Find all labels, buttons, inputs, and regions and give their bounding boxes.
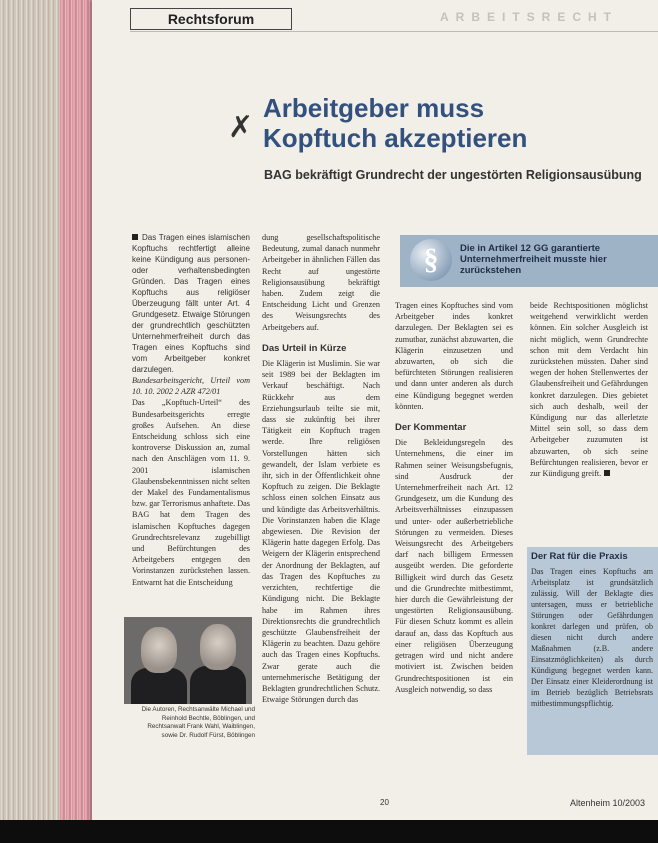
col2-body: dung gesellschaftspolitische Bedeutung, zumal danach nunmehr Arbeitgeber in ähnlichen Fällen das Recht auf ungestörte Religionsausübung bekräftigt haben. Zudem zeigt die Entscheidung Licht und Grenzen des Weisungsrechts des Arbeitgebers auf. bbox=[262, 233, 380, 332]
paragraph-symbol-icon: § bbox=[410, 239, 452, 281]
column-1 bbox=[132, 232, 250, 588]
col3-body: Tragen eines Kopftuches sind vom Arbeitgeber indes konkret darzulegen. Der Beklagten sei es zumutbar, zunächst abzuwarten, die Klägerin einzusetzen und abzuwarten, ob sich die befürchteten Störungen realisieren und dann unter anderen als durch eine Kündigung begegnet werden könnten. bbox=[395, 301, 513, 411]
col3-kommentar-text: Die Bekleidungsregeln des Unternehmens, die einer im Rahmen seiner Weisungsbefugnis, sind Ausdruck der Unternehmerfreiheit nach Art. 12 Grundgesetz, um die Kundung des Arbeitsverhältnisses einzupassen und unter- oder außerbetriebliche Störungen zu vermeiden. Dieses Weisungsrecht des Arbeitgebers darf nach billigem Ermessen ausgeübt werden. Die geforderte Billigkeit wird durch das Gesetz und die Grundrechte mitbestimmt, hier durch die Gewährleistung der ungestörten Religionsausübung. Für diesen Schutz kommt es allein darauf an, dass das Kopftuch aus einer religiösen Überzeugung getragen wird und nicht andere motiviert ist. Zwischen beiden Grundrechtspositionen ist ein Ausgleich notwendig, so dass bbox=[395, 438, 513, 694]
author-2-figure bbox=[190, 666, 246, 704]
section-label: Rechtsforum bbox=[130, 8, 292, 30]
title-line-1: Arbeitgeber muss bbox=[263, 93, 485, 123]
article-title bbox=[263, 93, 527, 153]
col2-urteil-text: Die Klägerin ist Muslimin. Sie war seit 1989 bei der Beklagten im Verkauf beschäftigt. Nach Rückkehr aus dem Erziehungsurlaub teilte sie mit, dass sie zukünftig bei ihrer Tätigkeit ein Kopftuch tragen werde. Ihre religiösen Vorstellungen hätten sich gewandelt, der Islam verbiete es ihr, sich in der Öffentlichkeit ohne Kopftuch zu zeigen. Die Beklagte schloss einen solchen Einsatz aus und kündigte das Arbeitsverhältnis. Die Vorinstanzen haben die Klage abgewiesen. Die Revision der Klägerin hatte dagegen Erfolg. Das Weigern der Klägerin entsprechend der Anordnung der Beklagten, auf das Tragen des Kopftuches zu verzichten, rechtfertige die Kündigung nicht. Die Beklagte habe im Rahmen ihres Direktionsrechts die grundrechtlich geschützte Glaubensfreiheit der Klägerin zu beachten. Dazu gehöre auch das Tragen eines Kopftuchs. Zwar gerate auch die unternehmerische Betätigung der Beklagten grundrechtlichen Schutz. Etwaige Störungen durch das bbox=[262, 359, 380, 705]
author-2-face bbox=[200, 624, 236, 670]
header-rule bbox=[130, 31, 658, 32]
pullquote-text: Die in Artikel 12 GG garantierte Unternehmerfreiheit musste hier zurückstehen bbox=[460, 243, 607, 276]
author-1-face bbox=[141, 627, 177, 673]
author-1-figure bbox=[131, 668, 187, 704]
background-surface bbox=[0, 820, 658, 843]
column-2 bbox=[262, 232, 380, 705]
lead-text: Das Tragen eines islamischen Kopftuchs rechtfertigt alleine keine Kündigung aus personen- oder verhaltensbedingten Gründen. Das Tragen eines Kopftuchs aus religiöser Überzeugung fällt unter Art. 4 Grundgesetz. Etwaige Störungen der grundrechtlich geschützten Unternehmerfreiheit durch das Tragen eines Kopftuchs sind vom Arbeitgeber konkret darzulegen. bbox=[132, 233, 250, 374]
page-number: 20 bbox=[380, 798, 389, 807]
handwritten-mark-icon: ✗ bbox=[228, 111, 254, 144]
practice-tip-text: Das Tragen eines Kopftuchs am Arbeitsplatz ist grundsätzlich zulässig. Will der Beklagte dies untersagen, muss er betriebliche Störungen oder Gefährdungen konkret darlegen und prüfen, ob diesen nicht durch andere Maßnahmen (z.B. andere Einsatzmöglichkeiten) als durch Kündigung begegnet werden kann. Der Einsatz einer Kleiderordnung ist im Betrieb bezüglich Betriebsrats mitbestimmungspflichtig. bbox=[531, 567, 653, 708]
article-subtitle: BAG bekräftigt Grundrecht der ungestörten Religionsausübung bbox=[264, 168, 642, 182]
subheading-urteil: Das Urteil in Kürze bbox=[262, 342, 347, 354]
lead-paragraph bbox=[132, 232, 250, 375]
bullet-square-icon bbox=[132, 234, 138, 240]
title-line-2: Kopftuch akzeptieren bbox=[263, 123, 528, 153]
publication-footer: Altenheim 10/2003 bbox=[570, 798, 646, 808]
practice-tip-title: Der Rat für die Praxis bbox=[531, 551, 628, 562]
photo-caption: Die Autoren, Rechtsanwälte Michael und Reinhold Bechtle, Böblingen, und Rechtsanwalt Frank Wahl, Waiblingen, sowie Dr. Rudolf Fürst, Böblingen bbox=[141, 706, 255, 739]
col4-body: beide Rechtspositionen möglichst weitgehend verwirklicht werden können. Ein solcher Ausgleich ist nicht möglich, wenn Grundrechte schon mit dem Verdacht hin zurückstehen müssten. Daher sind wegen der hohen Stellenwertes der Glaubensfreiheit und Gefährdungen konkret darzulegen. Dies gebietet sich auch deshalb, weil der Kündigung nur das allerletzte Mittel sein soll, so dass dem Arbeitgeber zuzumuten ist abzuwarten, ob sich seine Befürchtungen realisieren, bevor er zur Kündigung greift. bbox=[530, 301, 648, 479]
subheading-kommentar: Der Kommentar bbox=[395, 422, 467, 434]
running-head: ARBEITSRECHT bbox=[440, 10, 619, 24]
column-4 bbox=[530, 300, 648, 479]
column-3 bbox=[395, 300, 513, 695]
end-mark-icon bbox=[604, 470, 610, 476]
col1-body: Das „Kopftuch-Urteil“ des Bundesarbeitsgerichts erregte großes Aufsehen. An diese Entscheidung schloss sich eine kontroverse Diskussion an, zumal nach den Anschlägen vom 11. 9. 2001 islamischen Glaubensbekenntnissen nicht selten der Makel des Fundamentalismus bzw. gar Terrorismus anhaftete. Das BAG hat dem Tragen des islamischen Kopftuches dagegen Grundrechtsrelevanz zugebilligt und Befürchtungen des Arbeitgebers entgegen den Vorinstanzen zurückstehen lassen. Entwarnt hat die Entscheidung bbox=[132, 398, 250, 587]
source-citation: Bundesarbeitsgericht, Urteil vom 10. 10. 2002 2 AZR 472/01 bbox=[132, 376, 250, 397]
